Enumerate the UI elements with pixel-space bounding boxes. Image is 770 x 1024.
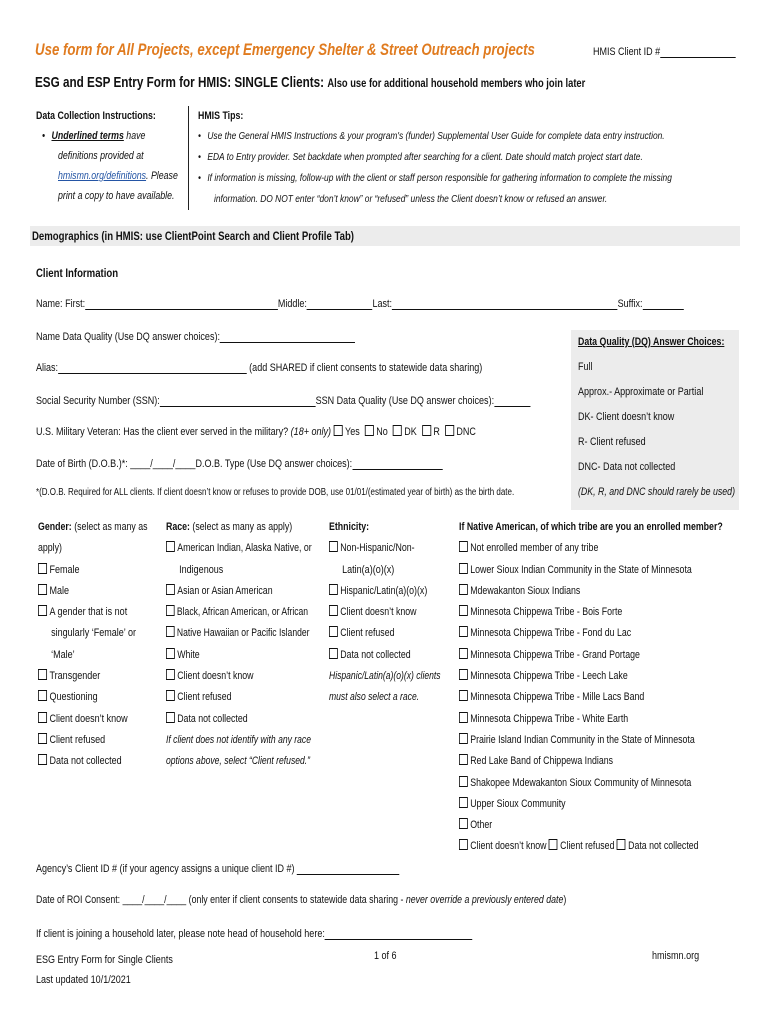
race-american-indian-checkbox[interactable] <box>166 541 175 552</box>
ssn-dq-field[interactable] <box>494 394 530 407</box>
tribe-option-checkbox[interactable] <box>459 754 468 765</box>
gender-section: Gender: (select as many as apply) Female Male A gender that is not singularly ‘Female’ or ‘Male’ Transgender Questioning Client doesn’t know Client refused Data not collected <box>38 521 148 768</box>
dob-row: Date of Birth (D.O.B.)*: ____/____/____D.O.B. Type (Use DQ answer choices): <box>36 457 532 470</box>
tribe-dnc-checkbox[interactable] <box>617 839 626 850</box>
ethnicity-dk-checkbox[interactable] <box>329 605 338 616</box>
dob-field[interactable]: Date of Birth (D.O.B.)*: ____/____/____ <box>36 458 196 470</box>
ethnicity-hispanic-checkbox[interactable] <box>329 584 338 595</box>
ethnicity-dnc-checkbox[interactable] <box>329 648 338 659</box>
race-dnc-checkbox[interactable] <box>166 712 175 723</box>
tribe-refused-checkbox[interactable] <box>549 839 558 850</box>
race-section: Race: (select as many as apply) American Indian, Alaska Native, or Indigenous Asian or Asian American Black, African American, or African Native Hawaiian or Pacific Islander White Client doesn’t know Client refused Data not collected If client does not identify with any race options above, select “Client refused.” <box>166 521 312 768</box>
first-name-field[interactable] <box>85 297 278 310</box>
name-dq-row: Name Data Quality (Use DQ answer choices): <box>36 330 425 343</box>
tribe-option-checkbox[interactable] <box>459 605 468 616</box>
dob-type-field[interactable] <box>352 457 442 470</box>
tribe-option-checkbox[interactable] <box>459 690 468 701</box>
tribe-option-checkbox[interactable] <box>459 541 468 552</box>
tribe-option-checkbox[interactable] <box>459 584 468 595</box>
ethnicity-refused-checkbox[interactable] <box>329 626 338 637</box>
household-row: If client is joining a household later, please note head of household here: <box>36 927 568 940</box>
definitions-link[interactable]: hmismn.org/definitions <box>58 170 147 182</box>
gender-not-singular-checkbox[interactable] <box>38 605 47 616</box>
dob-note: *(D.O.B. Required for ALL clients. If client doesn’t know or refuses to provide DOB, use 01/01/(estimated year of birth) as the birth date. <box>36 487 515 498</box>
form-title: ESG and ESP Entry Form for HMIS: SINGLE Clients: Also use for additional household members who join later <box>35 74 586 91</box>
tribe-option-checkbox[interactable] <box>459 648 468 659</box>
gender-questioning-checkbox[interactable] <box>38 690 47 701</box>
demographics-section-bar: Demographics (in HMIS: use ClientPoint Search and Client Profile Tab) <box>30 226 740 246</box>
name-row: Name: First: Middle: Last: Suffix: <box>36 297 770 310</box>
ssn-row: Social Security Number (SSN): SSN Data Quality (Use DQ answer choices): <box>36 394 639 407</box>
tribe-section: If Native American, of which tribe are you an enrolled member? Not enrolled member of any tribe Lower Sioux Indian Community in the State of Minnesota Mdewakanton Sioux Indians Minnesota Chippewa Tribe - Bois Forte Minnesota Chippewa Tribe - Fond du Lac Minnesota Chippewa Tribe - Grand Portage Minnesota Chippewa Tribe - Leech Lake Minnesota Chippewa Tribe - Mille Lacs Band Minnesota Chippewa Tribe - White Earth Prairie Island Indian Community in the State of Minnesota Red Lake Band of Chippewa Indians Shakopee Mdewakanton Sioux Community of Minnesota Upper Sioux Community Other Client doesn’t know Client refused Data not collected <box>459 521 723 853</box>
middle-name-field[interactable] <box>307 297 373 310</box>
gender-transgender-checkbox[interactable] <box>38 669 47 680</box>
race-refused-checkbox[interactable] <box>166 690 175 701</box>
race-asian-checkbox[interactable] <box>166 584 175 595</box>
ssn-field[interactable] <box>160 394 316 407</box>
dq-answer-choices-box: Data Quality (DQ) Answer Choices: Full Approx.- Approximate or Partial DK- Client doesn’t know R- Client refused DNC- Data not collected (DK, R, and DNC should rarely be used) <box>571 330 739 510</box>
gender-dk-checkbox[interactable] <box>38 712 47 723</box>
tribe-option-checkbox[interactable] <box>459 563 468 574</box>
hmis-tips: HMIS Tips: • Use the General HMIS Instructions & your program's (funder) Supplemental User Guide for complete data entry instruction. • EDA to Entry provider. Set backdate when prompted after searching for a client. Date should match project start date. • If information is missing, follow-up with the client or staff person responsible for gathering information to complete the missing information. DO NOT enter “don’t know” or “refused” unless the Client doesn’t know or refused an answer. <box>198 106 738 210</box>
alias-row: Alias: (add SHARED if client consents to statewide data sharing) <box>36 362 483 374</box>
veteran-yes-checkbox[interactable] <box>334 425 343 436</box>
veteran-dnc-checkbox[interactable] <box>445 425 454 436</box>
race-black-checkbox[interactable] <box>166 605 175 616</box>
last-name-field[interactable] <box>392 297 618 310</box>
hmis-client-id: HMIS Client ID # <box>593 45 767 58</box>
tribe-dk-checkbox[interactable] <box>459 839 468 850</box>
page-number: 1 of 6 <box>374 950 397 962</box>
name-dq-field[interactable] <box>220 330 355 343</box>
tribe-option-checkbox[interactable] <box>459 818 468 829</box>
ethnicity-section: Ethnicity: Non-Hispanic/Non- Latin(a)(o)(x) Hispanic/Latin(a)(o)(x) Client doesn’t know Client refused Data not collected Hispanic/Latin(a)(o)(x) clients must also select a race. <box>329 521 441 704</box>
tribe-option-checkbox[interactable] <box>459 733 468 744</box>
data-collection-instructions: Data Collection Instructions: • Underlined terms have definitions provided at hmismn.org/definitions. Please print a copy to have available. <box>36 106 189 210</box>
veteran-row: U.S. Military Veteran: Has the client ever served in the military? (18+ only) Yes No DK R DNC <box>36 426 476 438</box>
gender-female-checkbox[interactable] <box>38 563 47 574</box>
suffix-field[interactable] <box>642 297 683 310</box>
agency-client-id-row: Agency’s Client ID # (if your agency assigns a unique client ID #) <box>36 862 479 875</box>
race-dk-checkbox[interactable] <box>166 669 175 680</box>
roi-row: Date of ROI Consent: ____/____/____ (only enter if client consents to statewide data sharing - never override a previously entered date) <box>36 894 567 906</box>
gender-male-checkbox[interactable] <box>38 584 47 595</box>
client-id-field[interactable] <box>660 45 735 58</box>
gender-dnc-checkbox[interactable] <box>38 754 47 765</box>
roi-date-field[interactable]: Date of ROI Consent: ____/____/____ (only enter if client consents to statewide data sharing - <box>36 894 406 906</box>
footer-left: ESG Entry Form for Single Clients Last updated 10/1/2021 <box>36 954 173 986</box>
tribe-option-checkbox[interactable] <box>459 712 468 723</box>
alias-field[interactable] <box>58 361 247 374</box>
ethnicity-non-hispanic-checkbox[interactable] <box>329 541 338 552</box>
veteran-no-checkbox[interactable] <box>365 425 374 436</box>
head-of-household-field[interactable] <box>325 927 473 940</box>
gender-refused-checkbox[interactable] <box>38 733 47 744</box>
tribe-option-checkbox[interactable] <box>459 797 468 808</box>
race-white-checkbox[interactable] <box>166 648 175 659</box>
footer-site: hmismn.org <box>652 950 700 962</box>
tribe-option-checkbox[interactable] <box>459 669 468 680</box>
veteran-r-checkbox[interactable] <box>422 425 431 436</box>
race-pacific-islander-checkbox[interactable] <box>166 626 175 637</box>
tribe-option-checkbox[interactable] <box>459 776 468 787</box>
client-info-title: Client Information <box>36 266 119 280</box>
tribe-option-checkbox[interactable] <box>459 626 468 637</box>
agency-client-id-field[interactable] <box>297 862 400 875</box>
veteran-dk-checkbox[interactable] <box>393 425 402 436</box>
page-header-title: Use form for All Projects, except Emergency Shelter & Street Outreach projects <box>35 40 535 59</box>
